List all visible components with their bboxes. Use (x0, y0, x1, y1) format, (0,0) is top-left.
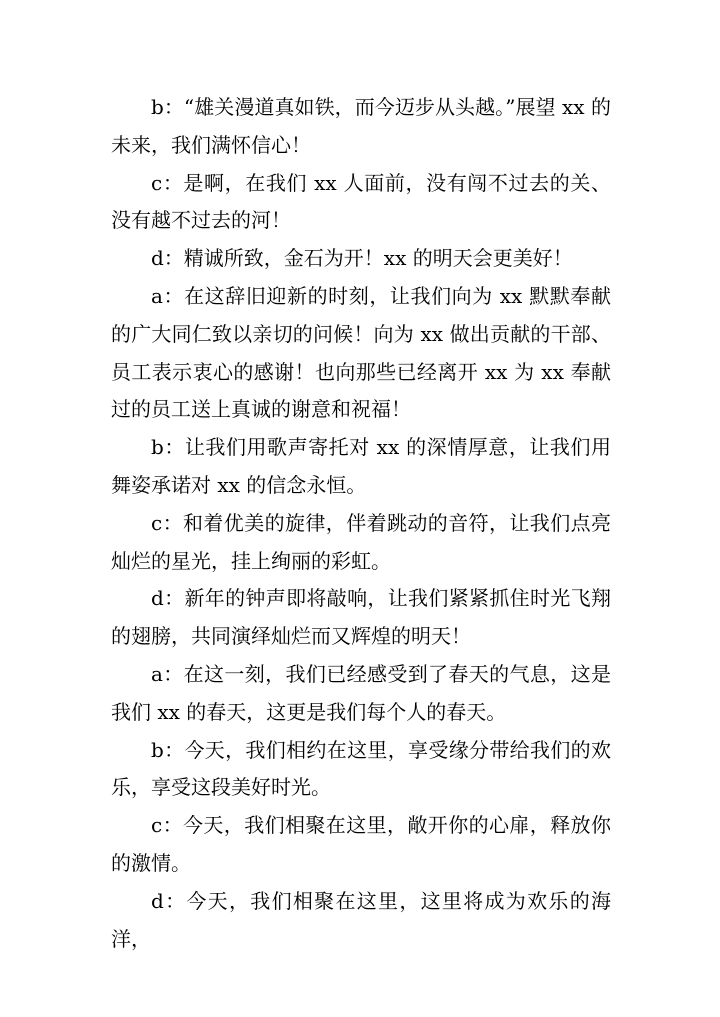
paragraph: d：今天，我们相聚在这里，这里将成为欢乐的海洋， (111, 888, 611, 951)
paragraph: c：今天，我们相聚在这里，敞开你的心扉，释放你的激情。 (111, 813, 611, 875)
paragraph: d：精诚所致，金石为开！xx 的明天会更美好！ (151, 246, 573, 271)
paragraph: c：和着优美的旋律，伴着跳动的音符，让我们点亮灿烂的星光，挂上绚丽的彩虹。 (111, 510, 611, 573)
document-body (111, 89, 611, 958)
paragraph: a：在这一刻，我们已经感受到了春天的气息，这是我们 xx 的春天，这更是我们每个人的春天。 (111, 661, 611, 724)
paragraph: b：“雄关漫道真如铁，而今迈步从头越。”展望 xx 的未来，我们满怀信心！ (111, 95, 611, 157)
paragraph: a：在这辞旧迎新的时刻，让我们向为 xx 默默奉献的广大同仁致以亲切的问候！向为 xx 做出贡献的干部、员工表示衷心的感谢！也向那些已经离开 xx 为 xx 奉献过的员工送上真诚的谢意和祝福！ (111, 283, 611, 422)
paragraph: b：让我们用歌声寄托对 xx 的深情厚意，让我们用舞姿承诺对 xx 的信念永恒。 (111, 435, 611, 497)
paragraph: b：今天，我们相约在这里，享受缘分带给我们的欢乐，享受这段美好时光。 (111, 737, 611, 800)
paragraph: c：是啊，在我们 xx 人面前，没有闯不过去的关、没有越不过去的河！ (111, 170, 611, 233)
paragraph: d：新年的钟声即将敲响，让我们紧紧抓住时光飞翔的翅膀，共同演绎灿烂而又辉煌的明天！ (111, 586, 611, 649)
